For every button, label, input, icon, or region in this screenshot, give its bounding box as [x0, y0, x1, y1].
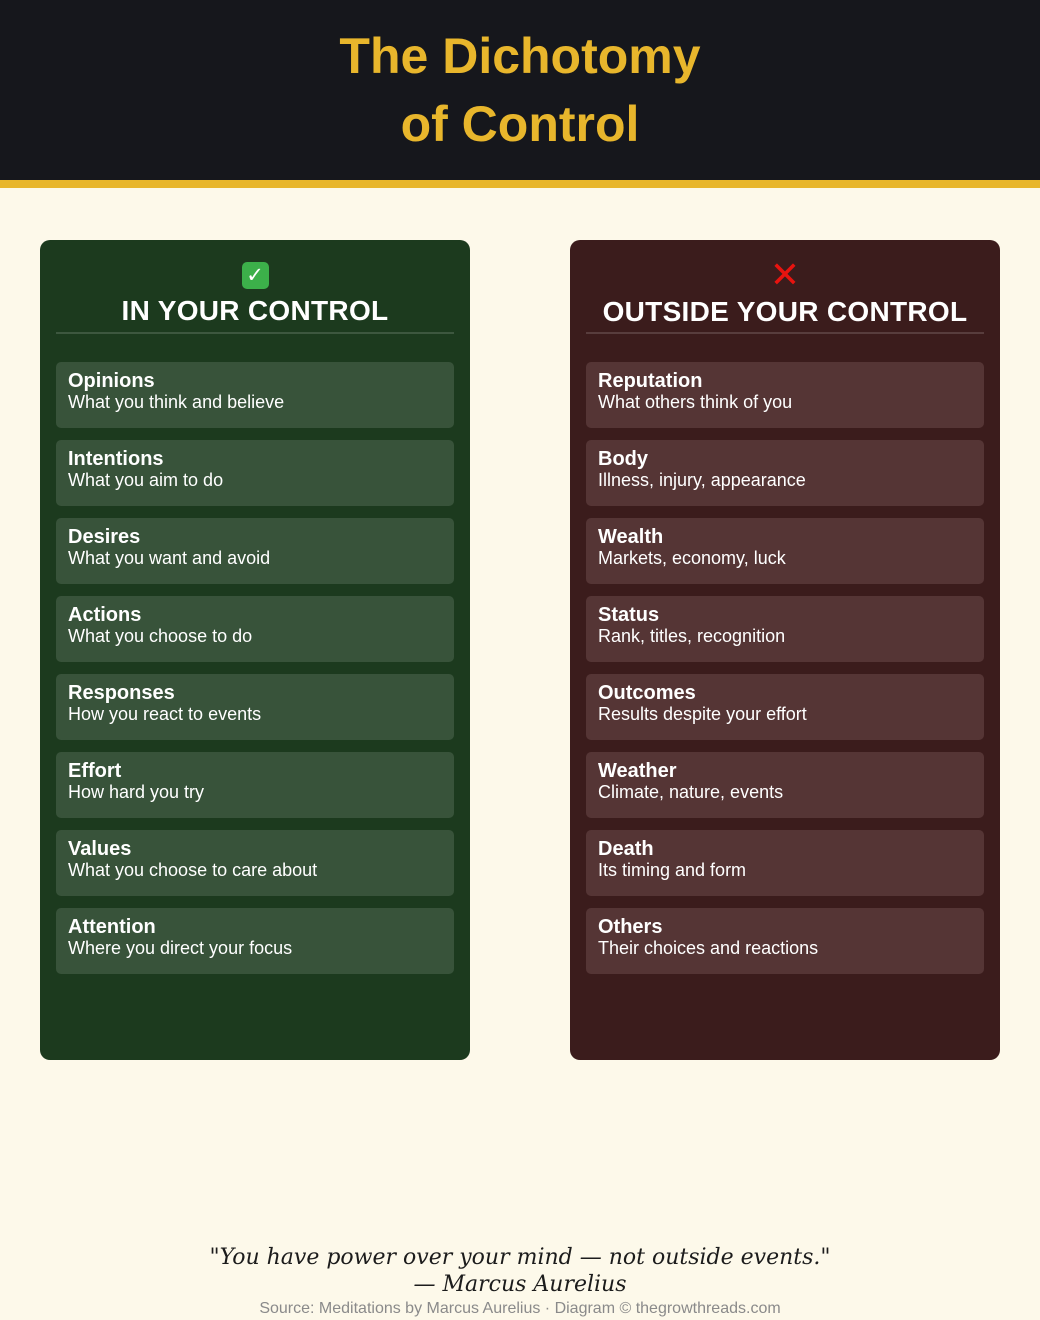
item-description: Its timing and form	[598, 860, 747, 880]
item-name: Reputation	[598, 370, 703, 392]
item-name: Effort	[68, 760, 122, 782]
list-item	[56, 674, 454, 740]
item-description: Markets, economy, luck	[598, 548, 786, 568]
item-description: Results despite your effort	[598, 704, 807, 724]
item-name: Opinions	[68, 370, 155, 392]
item-description: What you choose to care about	[68, 860, 318, 880]
item-name: Desires	[68, 526, 141, 548]
in-control-panel	[40, 240, 470, 1060]
list-item	[586, 908, 984, 974]
list-item	[56, 362, 454, 428]
item-name: Weather	[598, 760, 677, 782]
item-name: Values	[68, 838, 132, 860]
item-description: What others think of you	[598, 392, 793, 412]
header-divider	[0, 180, 1040, 188]
item-description: What you aim to do	[68, 470, 224, 490]
source-credit: Source: Meditations by Marcus Aurelius · Diagram © thegrowthreads.com	[259, 1300, 781, 1317]
list-item	[586, 518, 984, 584]
item-name: Wealth	[598, 526, 664, 548]
item-description: What you want and avoid	[68, 548, 271, 568]
outside-control-panel	[570, 240, 1000, 1060]
quote-text: "You have power over your mind — not outside events."	[209, 1245, 831, 1270]
list-item	[586, 830, 984, 896]
item-description: Rank, titles, recognition	[598, 626, 786, 646]
check-mark-button-icon: ✓	[242, 262, 269, 289]
in-control-list	[56, 362, 454, 974]
list-item	[586, 674, 984, 740]
item-name: Responses	[68, 682, 175, 704]
quote-attribution: — Marcus Aurelius	[413, 1272, 627, 1297]
list-item	[586, 440, 984, 506]
item-description: Where you direct your focus	[68, 938, 293, 958]
in-control-header	[56, 240, 454, 334]
list-item	[56, 596, 454, 662]
list-item	[56, 440, 454, 506]
header	[0, 0, 1040, 180]
outside-control-header	[586, 240, 984, 334]
item-name: Actions	[68, 604, 142, 626]
item-description: Illness, injury, appearance	[598, 470, 806, 490]
item-description: Their choices and reactions	[598, 938, 819, 958]
item-name: Intentions	[68, 448, 164, 470]
item-description: How hard you try	[68, 782, 205, 802]
list-item	[586, 596, 984, 662]
outside-control-list	[586, 362, 984, 974]
item-description: What you think and believe	[68, 392, 285, 412]
item-description: Climate, nature, events	[598, 782, 784, 802]
item-description: How you react to events	[68, 704, 262, 724]
footer	[0, 1244, 1040, 1319]
item-name: Attention	[68, 916, 156, 938]
item-name: Body	[598, 448, 648, 470]
list-item	[56, 518, 454, 584]
list-item	[586, 362, 984, 428]
list-item	[586, 752, 984, 818]
item-name: Outcomes	[598, 682, 696, 704]
page-title-line-1: The Dichotomy	[339, 28, 701, 84]
page-title-line-2: of Control	[400, 96, 640, 152]
list-item	[56, 908, 454, 974]
item-name: Death	[598, 838, 654, 860]
list-item	[56, 830, 454, 896]
cross-mark-icon: ✕	[769, 254, 801, 295]
item-name: Status	[598, 604, 660, 626]
outside-control-title: OUTSIDE YOUR CONTROL	[602, 296, 968, 327]
in-control-title: IN YOUR CONTROL	[121, 295, 389, 326]
item-name: Others	[598, 916, 663, 938]
list-item	[56, 752, 454, 818]
item-description: What you choose to do	[68, 626, 253, 646]
